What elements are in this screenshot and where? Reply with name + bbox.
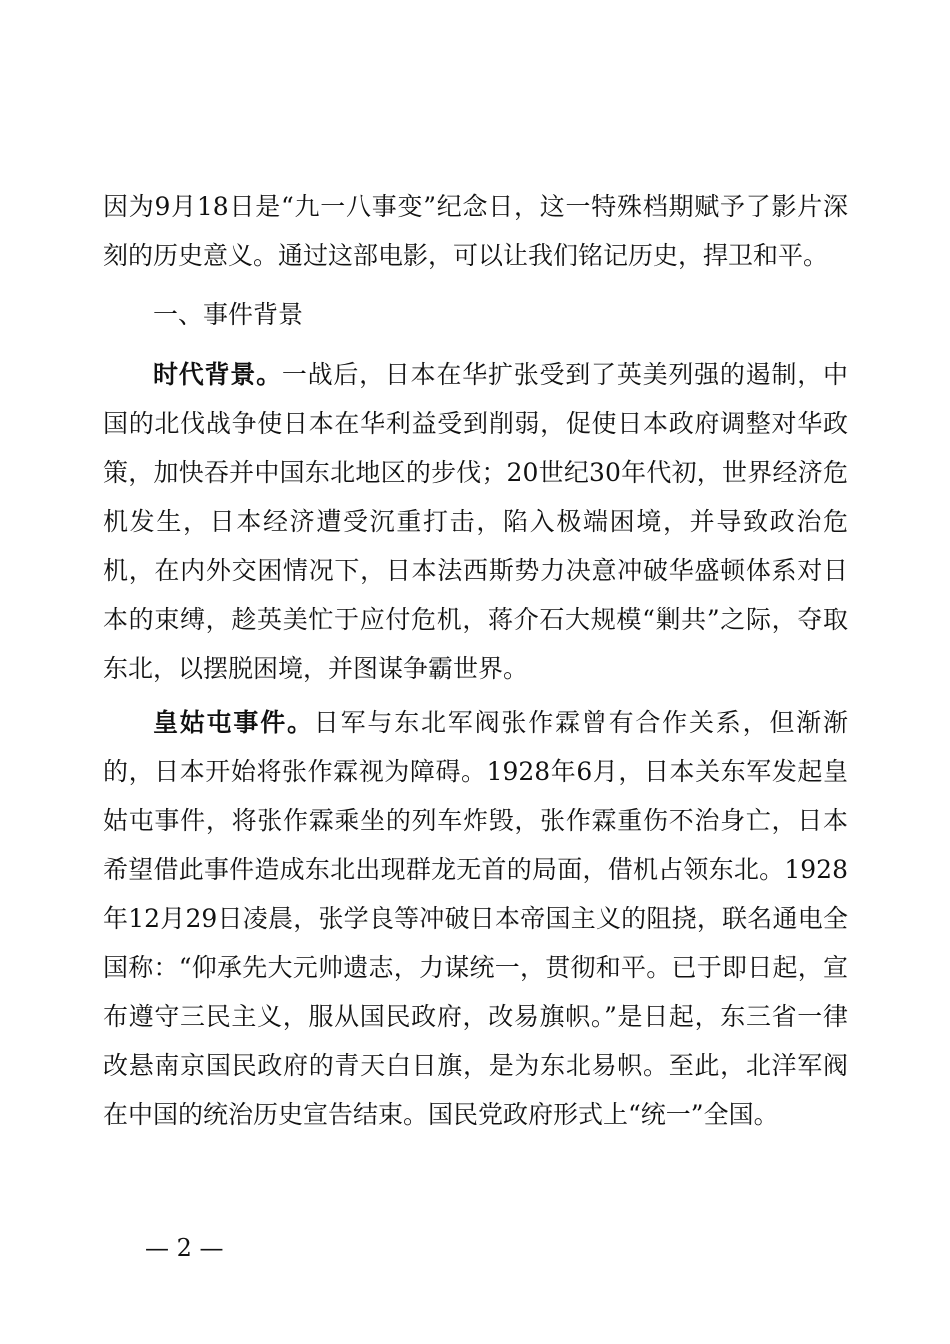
paragraph-lead-huanggutun: 皇姑屯事件。 [153,708,314,737]
paragraph-huanggutun-incident [103,698,848,1139]
paragraph-intro [103,182,848,280]
paragraph-huanggutun-text: 日军与东北军阀张作霖曾有合作关系，但渐渐的，日本开始将张作霖视为障碍。1928年6月，日本关东军发起皇姑屯事件，将张作霖乘坐的列车炸毁，张作霖重伤不治身亡，日本希望借此事件造成东北出现群龙无首的局面，借机占领东北。1928年12月29日凌晨，张学良等冲破日本帝国主义的阻挠，联名通电全国称：“仰承先大元帅遗志，力谋统一，贯彻和平。已于即日起，宣布遵守三民主义，服从国民政府，改易旗帜。”是日起，东三省一律改悬南京国民政府的青天白日旗，是为东北易帜。至此，北洋军阀在中国的统治历史宣告结束。国民党政府形式上“统一”全国。 [103,708,848,1129]
paragraph-intro-text: 因为9月18日是“九一八事变”纪念日，这一特殊档期赋予了影片深刻的历史意义。通过这部电影，可以让我们铭记历史，捍卫和平。 [103,192,848,270]
page-number: — 2 — [145,1234,224,1262]
section-heading: 一、事件背景 [153,300,304,329]
paragraph-era-background-text: 一战后，日本在华扩张受到了英美列强的遏制，中国的北伐战争使日本在华利益受到削弱，促使日本政府调整对华政策，加快吞并中国东北地区的步伐；20世纪30年代初，世界经济危机发生，日本经济遭受沉重打击，陷入极端困境，并导致政治危机，在内外交困情况下，日本法西斯势力决意冲破华盛顿体系对日本的束缚，趁英美忙于应付危机，蒋介石大规模“剿共”之际，夺取东北，以摆脱困境，并图谋争霸世界。 [103,360,848,683]
paragraph-era-background [103,350,848,693]
paragraph-lead-era-background: 时代背景。 [153,360,282,389]
